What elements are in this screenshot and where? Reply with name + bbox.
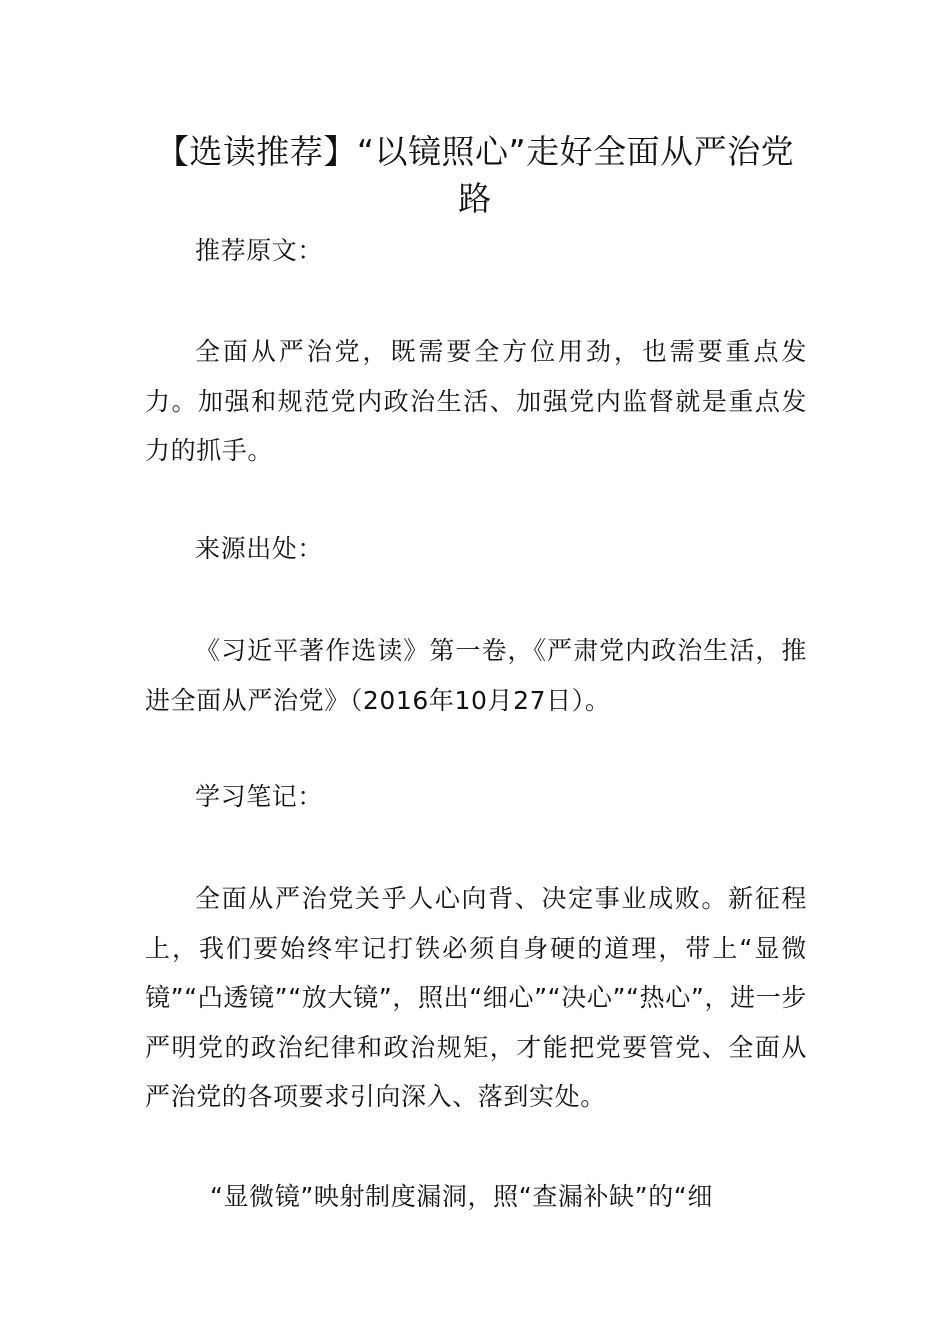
section-label-source: 来源出处： xyxy=(195,534,324,563)
paragraph-source: 《习近平著作选读》第一卷，《严肃党内政治生活，推进全面从严治党》（2016年10月27日）。 xyxy=(145,636,807,715)
paragraph-recommended-text: 全面从严治党，既需要全方位用劲，也需要重点发力。加强和规范党内政治生活、加强党内监督就是重点发力的抓手。 xyxy=(145,337,807,465)
document-title: 【选读推荐】“以镜照心”走好全面从严治党路 xyxy=(155,132,795,218)
section-label-study-notes: 学习笔记： xyxy=(195,782,324,811)
paragraph-study-notes: 全面从严治党关乎人心向背、决定事业成败。新征程上，我们要始终牢记打铁必须自身硬的道理，带上“显微镜”“凸透镜”“放大镜”，照出“细心”“决心”“热心”，进一步严明党的政治纪律和政治规矩，才能把党要管党、全面从严治党的各项要求引向深入、落到实处。 xyxy=(145,884,807,1111)
paragraph-microscope: “显微镜”映射制度漏洞，照“查漏补缺”的“细 xyxy=(210,1182,713,1211)
section-label-recommended-text: 推荐原文： xyxy=(195,236,324,265)
